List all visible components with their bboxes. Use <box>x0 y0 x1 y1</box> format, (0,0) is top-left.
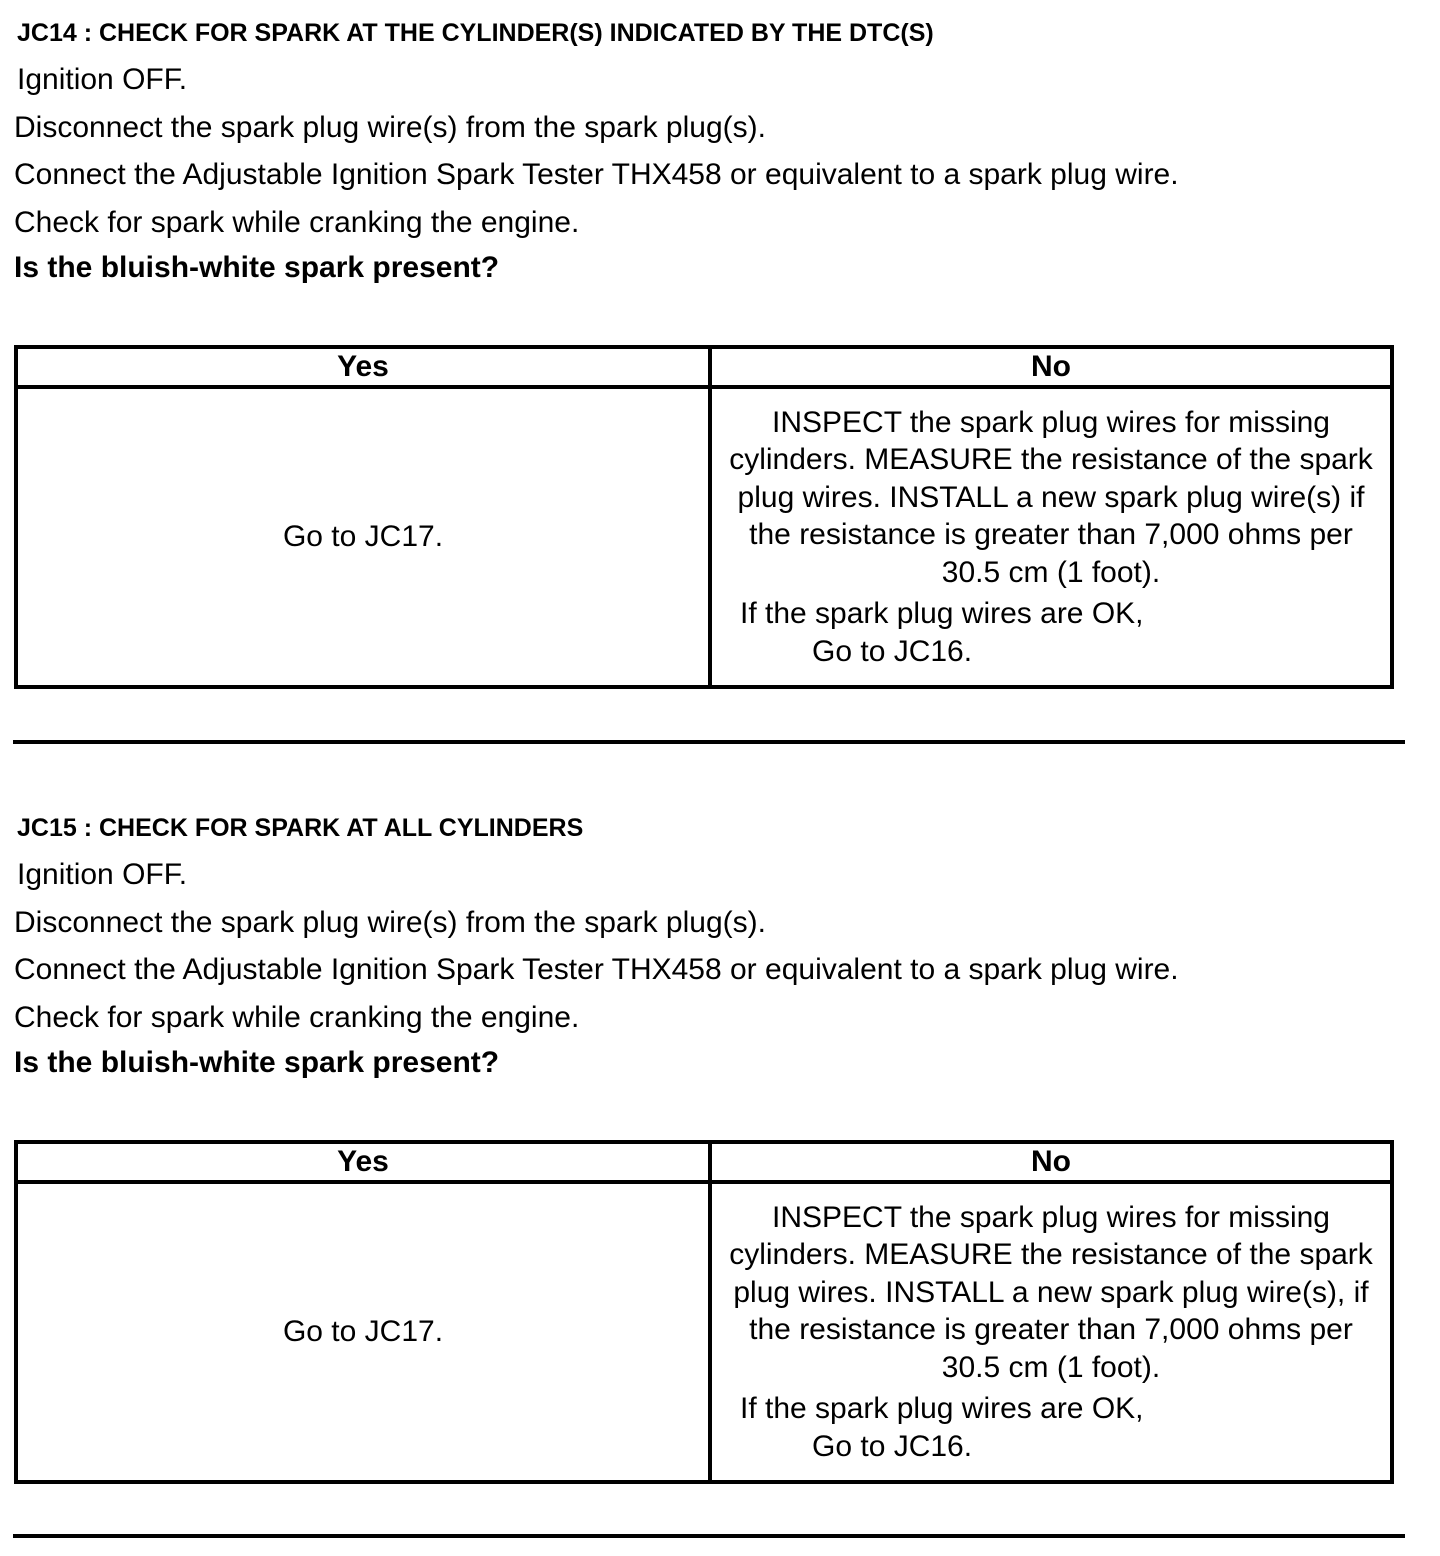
no-action-cell <box>710 1182 1392 1482</box>
no-action-cell <box>710 387 1392 687</box>
no-goto-step: Go to JC16. <box>812 1429 973 1463</box>
instruction-item: Check for spark while cranking the engine. <box>14 205 580 239</box>
step-instructions <box>14 56 1179 246</box>
no-ok-condition: If the spark plug wires are OK, <box>740 597 1144 631</box>
yes-no-table <box>14 1140 1394 1484</box>
instruction-item: Check for spark while cranking the engine. <box>14 1000 580 1034</box>
no-header: No <box>710 1142 1392 1182</box>
instruction-item: Connect the Adjustable Ignition Spark Tester THX458 or equivalent to a spark plug wire. <box>14 158 1179 191</box>
yes-header: Yes <box>16 1142 710 1182</box>
step-instructions <box>14 851 1179 1041</box>
step-question: Is the bluish-white spark present? <box>14 1046 500 1079</box>
no-goto-step: Go to JC16. <box>812 634 973 668</box>
section-divider <box>13 740 1405 744</box>
step-heading: JC14 : CHECK FOR SPARK AT THE CYLINDER(S) INDICATED BY THE DTC(S) <box>17 19 934 47</box>
yes-header: Yes <box>16 347 710 387</box>
step-heading: JC15 : CHECK FOR SPARK AT ALL CYLINDERS <box>17 814 584 842</box>
yes-no-table <box>14 345 1394 689</box>
instruction-item: Ignition OFF. <box>17 858 188 891</box>
instruction-item: Connect the Adjustable Ignition Spark Tester THX458 or equivalent to a spark plug wire. <box>14 953 1179 986</box>
yes-action: Go to JC17. <box>16 1182 710 1482</box>
yes-action: Go to JC17. <box>16 387 710 687</box>
no-header: No <box>710 347 1392 387</box>
no-action: INSPECT the spark plug wires for missing cylinders. MEASURE the resistance of the spark plug wires. INSTALL a new spark plug wire(s) if the resistance is greater than 7,000 ohms per 30.5 cm (1 foot). <box>729 405 1373 589</box>
instruction-item: Disconnect the spark plug wire(s) from the spark plug(s). <box>14 110 766 144</box>
instruction-item: Disconnect the spark plug wire(s) from the spark plug(s). <box>14 905 766 939</box>
section-divider <box>13 1534 1405 1538</box>
no-ok-condition: If the spark plug wires are OK, <box>740 1392 1144 1426</box>
instruction-item: Ignition OFF. <box>17 63 188 96</box>
no-action: INSPECT the spark plug wires for missing cylinders. MEASURE the resistance of the spark plug wires. INSTALL a new spark plug wire(s), if the resistance is greater than 7,000 ohms per 30.5 cm (1 foot). <box>729 1200 1373 1384</box>
step-question: Is the bluish-white spark present? <box>14 251 500 284</box>
